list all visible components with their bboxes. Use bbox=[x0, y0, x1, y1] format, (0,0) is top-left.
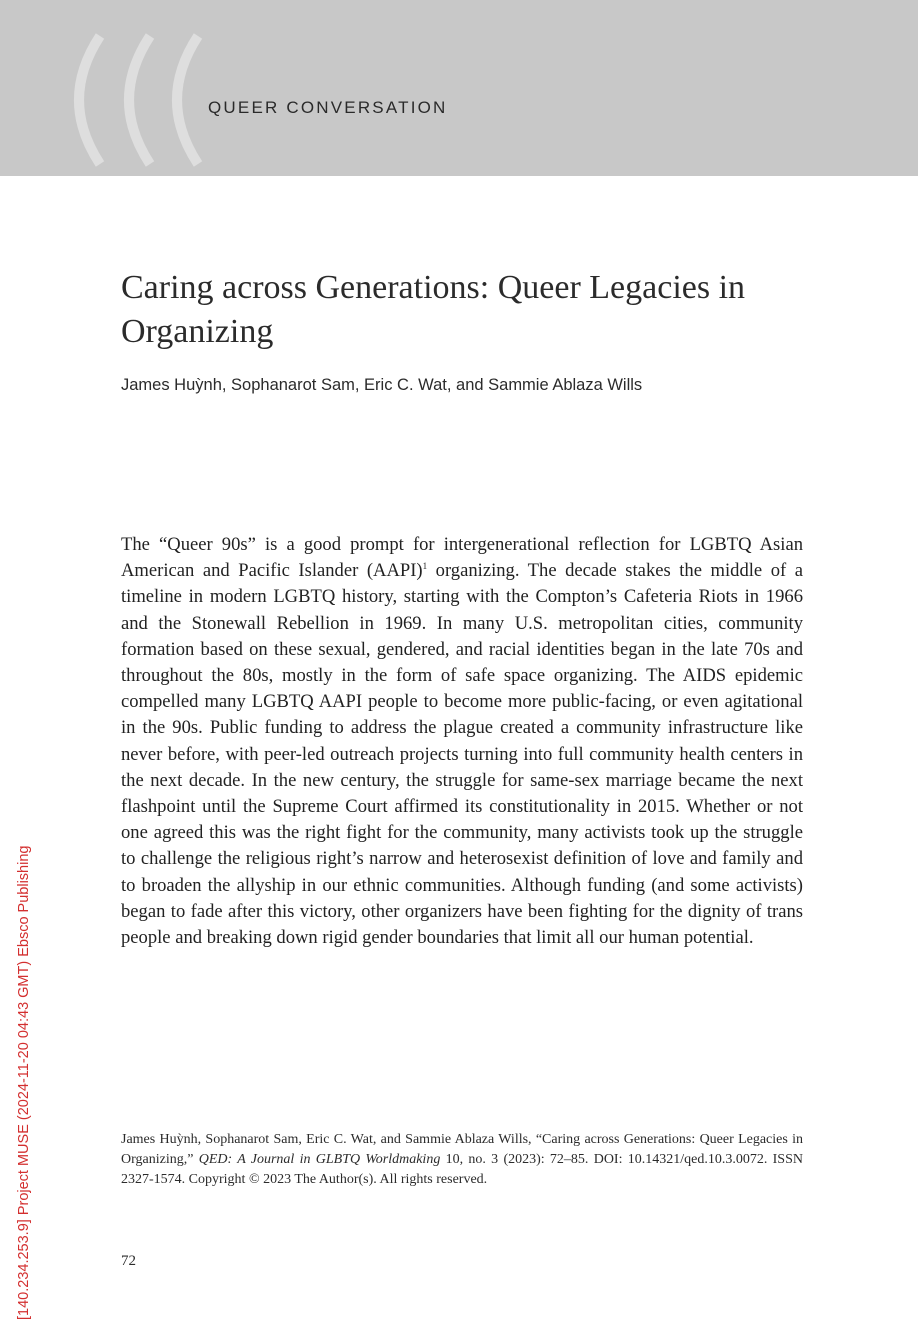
download-watermark: [140.234.253.9] Project MUSE (2024-11-20 04:43 GMT) Ebsco Publishing bbox=[16, 845, 32, 1320]
header-banner bbox=[0, 0, 918, 176]
citation-tail: 10, no. 3 (2023): 72–85. DOI: 10.14321/qed.10.3.0072. ISSN 2327-1574. Copyright © 2023 The Author(s). All rights reserved. bbox=[121, 1152, 803, 1187]
decorative-parentheses-icon bbox=[0, 0, 260, 176]
footnote-marker[interactable]: 1 bbox=[422, 561, 428, 572]
citation-lead: James Huỳnh, Sophanarot Sam, Eric C. Wat, and Sammie Ablaza Wills, “Caring across Generations: Queer Legacies in Organizing,” bbox=[121, 1132, 803, 1167]
body-paragraph bbox=[121, 532, 803, 951]
journal-title: QED: A Journal in GLBTQ Worldmaking bbox=[198, 1152, 441, 1167]
section-label: QUEER CONVERSATION bbox=[208, 98, 448, 117]
body-text-start: The “Queer 90s” is a good prompt for intergenerational reflection for LGBTQ Asian American and Pacific Islander (AAPI) bbox=[121, 534, 803, 582]
page-number: 72 bbox=[121, 1253, 136, 1269]
article-title: Caring across Generations: Queer Legacies in Organizing bbox=[121, 269, 746, 350]
body-text-rest: organizing. The decade stakes the middle of a timeline in modern LGBTQ history, starting with the Compton’s Cafeteria Riots in 1966 and the Stonewall Rebellion in 1969. In many U.S. metropolitan cities, community formation based on these sexual, gendered, and racial identities began in the late 70s and throughout the 80s, mostly in the form of safe space organizing. The AIDS epidemic compelled many LGBTQ AAPI people to become more public-facing, or even agitational in the 90s. Public funding to address the plague created a community infrastructure like never before, with peer-led outreach projects turning into full community health centers in the next decade. In the new century, the struggle for same-sex marriage became the next flashpoint until the Supreme Court affirmed its constitutionality in 2015. Whether or not one agreed this was the right fight for the community, many activists took up the struggle to challenge the religious right’s narrow and heterosexist definition of love and family and to broaden the allyship in our ethnic communities. Although funding (and some activists) began to fade after this victory, other organizers have been fighting for the dignity of trans people and breaking down rigid gender boundaries that limit all our human potential. bbox=[121, 560, 803, 949]
citation-block bbox=[121, 1130, 803, 1190]
author-list: James Huỳnh, Sophanarot Sam, Eric C. Wat, and Sammie Ablaza Wills bbox=[121, 376, 643, 394]
